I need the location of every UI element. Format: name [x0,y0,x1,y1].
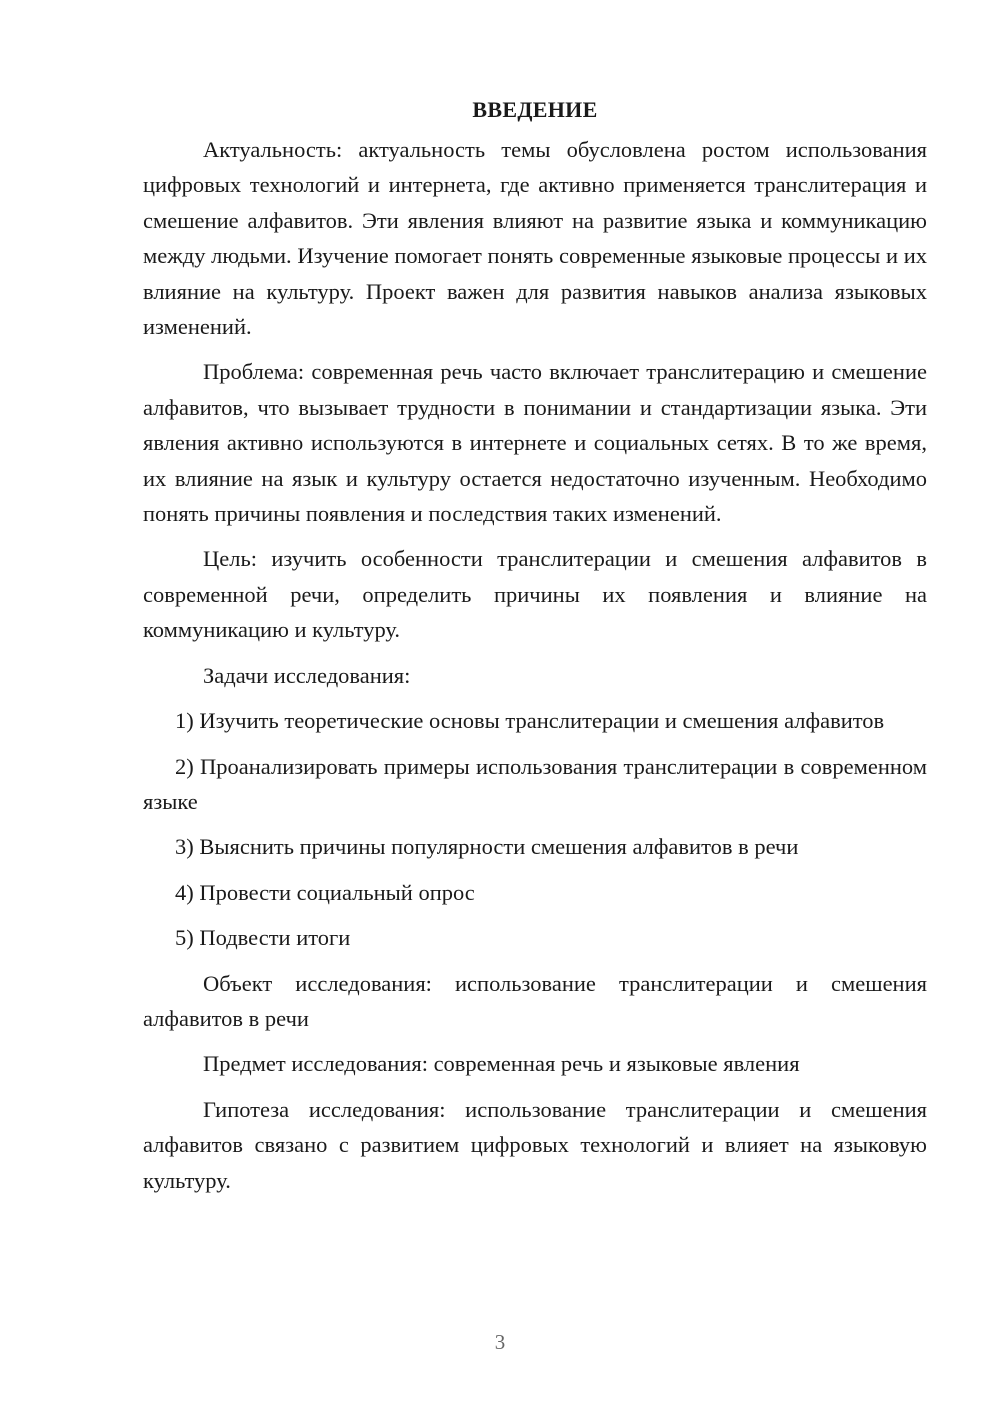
hypothesis-paragraph: Гипотеза исследования: использование транслитерации и смешения алфавитов связано с развитием цифровых технологий и влияет на языковую культуру. [143,1096,927,1193]
task-item-4: 4) Провести социальный опрос [175,879,475,905]
subject-paragraph: Предмет исследования: современная речь и языковые явления [203,1051,800,1077]
page-number: 3 [494,1330,506,1354]
document-page [143,92,927,1208]
goal-paragraph: Цель: изучить особенности транслитерации и смешения алфавитов в современной речи, определить причины их появления и влияние на коммуникацию и культуру. [143,546,927,643]
task-item-2: 2) Проанализировать примеры использования транслитерации в современном языке [143,753,927,814]
task-item-3: 3) Выяснить причины популярности смешения алфавитов в речи [175,834,799,860]
relevance-paragraph: Актуальность: актуальность темы обусловлена ростом использования цифровых технологий и интернета, где активно применяется транслитерация и смешение алфавитов. Эти явления влияют на развитие языка и коммуникацию между людьми. Изучение помогает понять современные языковые процессы и их влияние на культуру. Проект важен для развития навыков анализа языковых изменений. [143,137,927,340]
task-item-1: 1) Изучить теоретические основы транслитерации и смешения алфавитов [175,708,885,734]
tasks-heading: Задачи исследования: [203,662,411,688]
task-item-5: 5) Подвести итоги [175,925,351,951]
object-paragraph: Объект исследования: использование транслитерации и смешения алфавитов в речи [143,970,927,1031]
page-title: ВВЕДЕНИЕ [472,97,598,122]
problem-paragraph: Проблема: современная речь часто включает транслитерацию и смешение алфавитов, что вызывает трудности в понимании и стандартизации языка. Эти явления активно используются в интернете и социальных сетях. В то же время, их влияние на язык и культуру остается недостаточно изученным. Необходимо понять причины появления и последствия таких изменений. [143,359,927,527]
